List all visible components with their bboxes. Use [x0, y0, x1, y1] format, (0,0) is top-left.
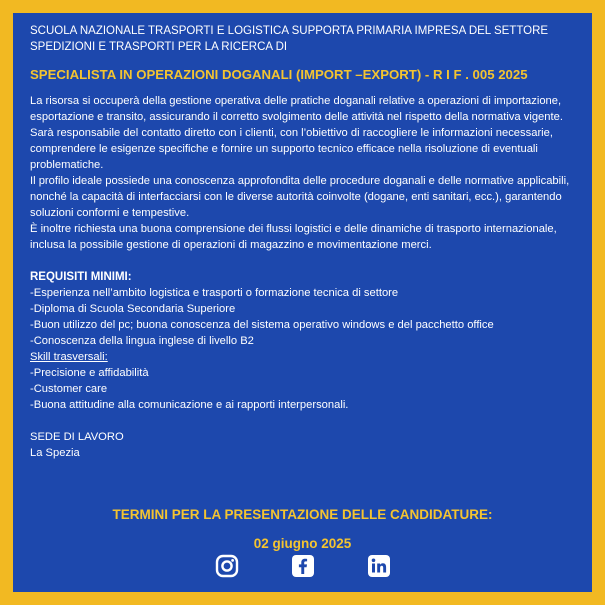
soft-skill-item: -Precisione e affidabilità [30, 367, 149, 379]
job-title: SPECIALISTA IN OPERAZIONI DOGANALI (IMPORT –EXPORT) - R I F . 005 2025 [30, 67, 528, 82]
requirement-item: -Conoscenza della lingua inglese di livello B2 [30, 335, 254, 347]
social-links [13, 554, 592, 578]
linkedin-icon[interactable] [367, 554, 391, 578]
soft-skill-item: -Customer care [30, 383, 108, 395]
job-description [30, 93, 576, 253]
job-posting-panel [13, 13, 592, 592]
intro-text: SCUOLA NAZIONALE TRASPORTI E LOGISTICA SUPPORTA PRIMARIA IMPRESA DEL SETTORE SPEDIZIONI E TRASPORTI PER LA RICERCA DI [30, 25, 549, 53]
requirement-item: -Diploma di Scuola Secondaria Superiore [30, 303, 236, 315]
description-paragraph: È inoltre richiesta una buona comprensione dei flussi logistici e delle dinamiche di trasporto internazionale, inclusa la possibile gestione di operazioni di magazzino e movimentazione merci. [30, 223, 557, 251]
requirements-title: REQUISITI MINIMI: [30, 271, 132, 283]
deadline-title: TERMINI PER LA PRESENTAZIONE DELLE CANDIDATURE: [112, 507, 493, 522]
requirement-item: -Buon utilizzo del pc; buona conoscenza del sistema operativo windows e del pacchetto office [30, 319, 494, 331]
description-paragraph: La risorsa si occuperà della gestione operativa delle pratiche doganali relative a operazioni di importazione, esportazione e transito, assicurando il corretto svolgimento delle attività nel rispetto della normativa vigente. Sarà responsabile del contatto diretto con i clienti, con l’obiettivo di raccogliere le informazioni necessarie, comprendere le esigenze specifiche e fornire un supporto tecnico efficace nella risoluzione di eventuali problematiche. [30, 95, 563, 171]
instagram-icon[interactable] [215, 554, 239, 578]
requirement-item: -Esperienza nell’ambito logistica e trasporti o formazione tecnica di settore [30, 287, 399, 299]
location-title: SEDE DI LAVORO [30, 431, 124, 443]
deadline-date: 02 giugno 2025 [253, 536, 352, 551]
soft-skill-item: -Buona attitudine alla comunicazione e ai rapporti interpersonali. [30, 399, 349, 411]
description-paragraph: Il profilo ideale possiede una conoscenza approfondita delle procedure doganali e delle normative applicabili, nonché la capacità di interfacciarsi con le diverse autorità coinvolte (dogane, enti sanitari, ecc.), garantendo soluzioni conformi e tempestive. [30, 175, 570, 219]
location-city: La Spezia [30, 447, 80, 459]
facebook-icon[interactable] [291, 554, 315, 578]
soft-skills-title: Skill trasversali: [30, 351, 108, 363]
